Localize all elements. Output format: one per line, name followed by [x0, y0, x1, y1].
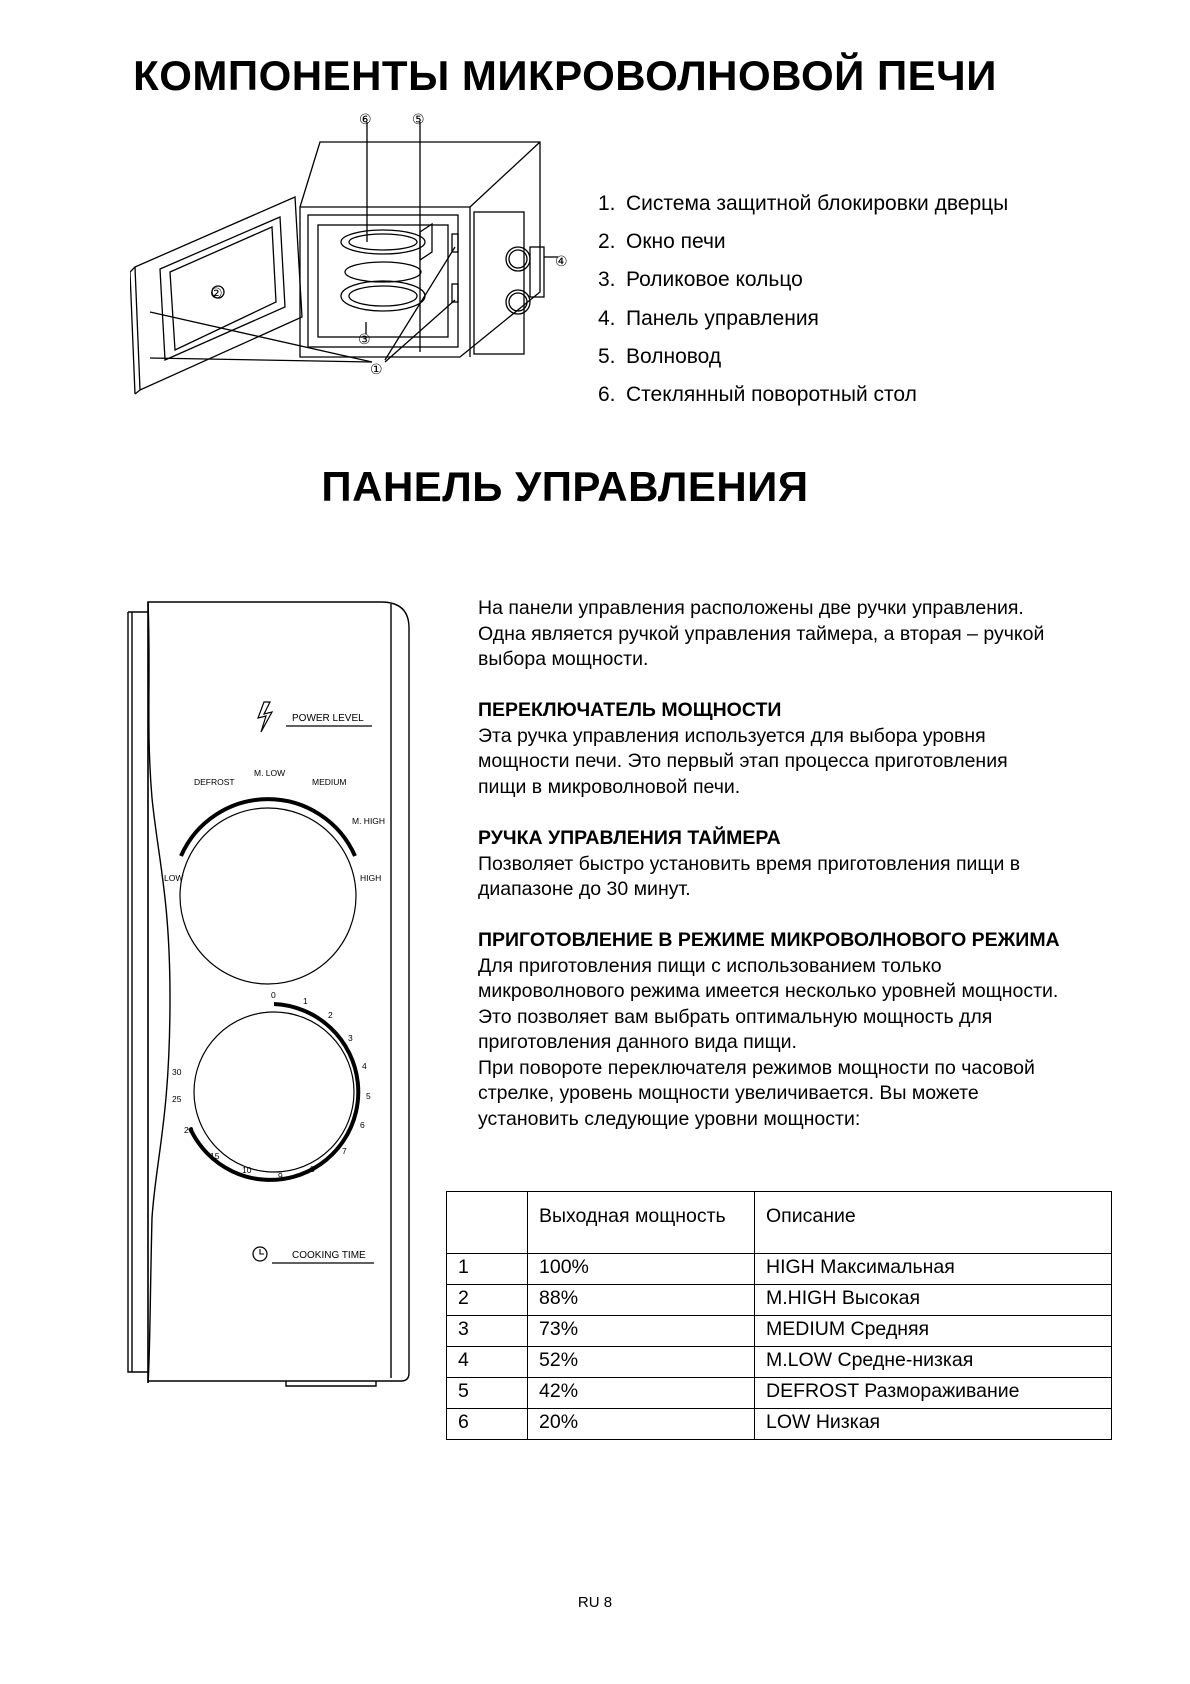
microwave-diagram	[130, 112, 590, 432]
power-knob[interactable]	[180, 808, 356, 984]
list-item: 1. Система защитной блокировки дверцы	[598, 192, 1009, 215]
timer-mark: 4	[362, 1061, 367, 1071]
page-title-components: КОМПОНЕНТЫ МИКРОВОЛНОВОЙ ПЕЧИ	[133, 52, 997, 99]
page-number: RU 8	[577, 1594, 613, 1611]
lightning-icon	[258, 702, 272, 732]
timer-mark: 20	[184, 1125, 194, 1135]
section-heading: РУЧКА УПРАВЛЕНИЯ ТАЙМЕРА	[478, 827, 781, 849]
timer-mark: 10	[242, 1165, 252, 1175]
section-power-switch: ПЕРЕКЛЮЧАТЕЛЬ МОЩНОСТИ Эта ручка управления используется для выбора уровня мощности печи. Это первый этап процесса приготовления пищи в микроволновой печи.	[478, 698, 1168, 800]
list-item: 6. Стеклянный поворотный стол	[598, 382, 917, 406]
power-mark-low: LOW	[164, 873, 184, 883]
callout-1: ①	[370, 362, 383, 378]
callout-3: ③	[358, 332, 371, 348]
timer-mark: 30	[172, 1067, 182, 1077]
section-timer: РУЧКА УПРАВЛЕНИЯ ТАЙМЕРА Позволяет быстро установить время приготовления пищи в диапазоне до 30 минут.	[478, 826, 1168, 903]
control-panel-diagram	[126, 598, 416, 1388]
power-level-label: POWER LEVEL	[292, 713, 364, 724]
timer-mark: 5	[366, 1091, 371, 1101]
table-header-row: Выходная мощность Описание	[447, 1192, 1112, 1254]
timer-mark: 6	[360, 1120, 365, 1130]
section-heading: ПРИГОТОВЛЕНИЕ В РЕЖИМЕ МИКРОВОЛНОВОГО РЕЖИМА	[478, 929, 1060, 951]
power-levels-table	[446, 1191, 1112, 1440]
timer-mark: 1	[303, 996, 308, 1006]
components-list	[598, 190, 1008, 419]
power-mark-mhigh: M. HIGH	[352, 816, 386, 826]
power-mark-high: HIGH	[360, 873, 382, 883]
list-item: 2. Окно печи	[598, 230, 726, 254]
table-row: 3 73% MEDIUM Средняя	[447, 1316, 1112, 1347]
timer-mark: 3	[348, 1033, 353, 1043]
callout-6: ⑥	[359, 112, 372, 128]
timer-mark: 25	[172, 1094, 182, 1104]
table-row: 6 20% LOW Низкая	[447, 1409, 1112, 1440]
timer-mark: 15	[210, 1151, 220, 1161]
intro-text: На панели управления расположены две ручки управления. Одна является ручкой управления таймера, а вторая – ручкой выбора мощности.	[478, 597, 1045, 670]
timer-mark: 2	[328, 1010, 333, 1020]
timer-mark: 8	[310, 1164, 315, 1174]
power-mark-mlow: M. LOW	[254, 768, 286, 778]
section-microwave-mode: ПРИГОТОВЛЕНИЕ В РЕЖИМЕ МИКРОВОЛНОВОГО РЕЖИМА Для приготовления пищи с использованием только микроволнового режима имеется несколько уровней мощности. Это позволяет вам выбрать оптимальную мощность для приготовления данного вида пищи. При повороте переключателя режимов мощности по часовой стрелке, уровень мощности увеличивается. Вы можете установить следующие уровни мощности:	[478, 928, 1168, 1132]
callout-5: ⑤	[412, 112, 425, 128]
timer-mark: 7	[342, 1146, 347, 1156]
timer-knob[interactable]	[194, 1012, 354, 1172]
power-mark-medium: MEDIUM	[312, 777, 347, 787]
list-item: 5. Волновод	[598, 344, 722, 368]
table-row: 4 52% M.LOW Средне-низкая	[447, 1347, 1112, 1378]
page-title-panel: ПАНЕЛЬ УПРАВЛЕНИЯ	[321, 463, 809, 510]
timer-mark: 9	[278, 1171, 283, 1181]
list-item: 4. Панель управления	[598, 306, 819, 330]
table-row: 1 100% HIGH Максимальная	[447, 1254, 1112, 1285]
power-mark-defrost: DEFROST	[194, 777, 235, 787]
timer-mark: 0	[271, 990, 276, 1000]
callout-2: ②	[210, 286, 223, 302]
table-row: 2 88% M.HIGH Высокая	[447, 1285, 1112, 1316]
callout-4: ④	[555, 254, 568, 270]
cooking-time-label: COOKING TIME	[292, 1250, 366, 1261]
table-row: 5 42% DEFROST Размораживание	[447, 1378, 1112, 1409]
section-heading: ПЕРЕКЛЮЧАТЕЛЬ МОЩНОСТИ	[478, 699, 782, 721]
list-item: 3. Роликовое кольцо	[598, 268, 803, 292]
